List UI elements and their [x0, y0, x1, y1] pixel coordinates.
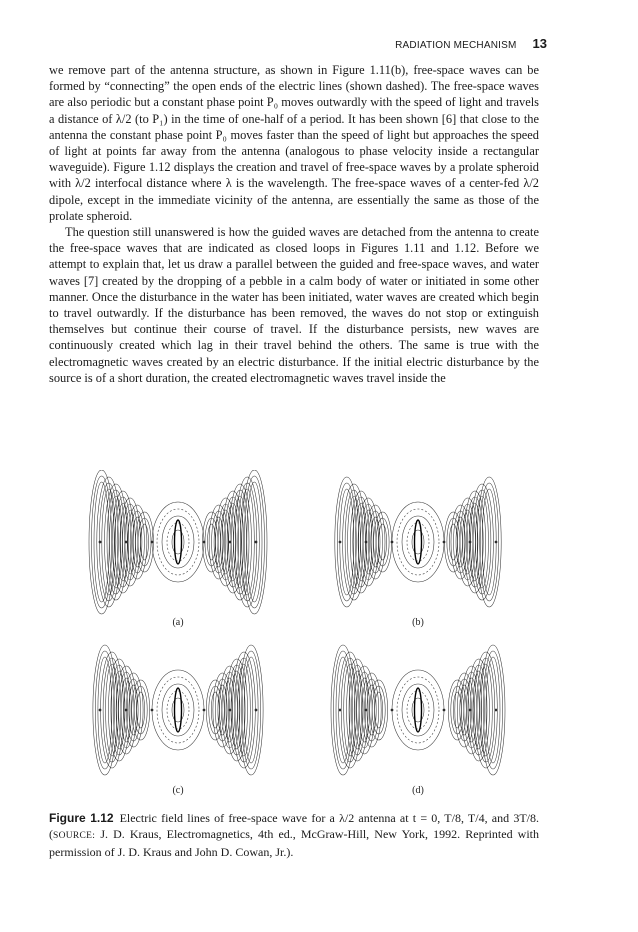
- axis-marker: [443, 541, 445, 543]
- field-loop: [209, 505, 228, 579]
- figure-panel-c: [64, 638, 292, 798]
- field-line-group: [93, 645, 263, 775]
- near-field-line: [407, 691, 429, 729]
- body-text: [49, 62, 539, 386]
- figure-1-12: [64, 470, 534, 800]
- axis-marker: [495, 709, 497, 711]
- field-loop: [451, 505, 470, 579]
- field-loop: [340, 489, 354, 595]
- axis-marker: [495, 541, 497, 543]
- near-field-line: [152, 670, 204, 750]
- field-lines-d: [304, 638, 532, 798]
- panel-label-c: (c): [172, 785, 184, 796]
- field-line-group: [89, 470, 267, 614]
- page-header: [49, 36, 547, 52]
- field-loop: [112, 491, 134, 593]
- axis-marker: [339, 541, 341, 543]
- field-loop: [486, 657, 500, 763]
- near-field-line: [412, 530, 424, 554]
- field-loop: [102, 489, 116, 595]
- axis-marker: [99, 709, 101, 711]
- axis-marker: [391, 709, 393, 711]
- near-field-line: [407, 523, 429, 561]
- axis-marker: [365, 709, 367, 711]
- field-loop: [238, 483, 257, 601]
- field-loop: [454, 511, 468, 573]
- field-loop: [482, 489, 496, 595]
- axis-marker: [443, 709, 445, 711]
- caption-source: J. D. Kraus, Electromagnetics, 4th ed., McGraw-Hill, New York, 1992. Reprinted with permission of J. D. Kraus and John D. Cowan, Jr.).: [49, 827, 539, 859]
- panel-label-a: (a): [172, 617, 184, 628]
- field-lines-c: [64, 638, 292, 798]
- field-loop: [366, 505, 385, 579]
- paragraph-2: The question still unanswered is how the guided waves are detached from the antenna to create the free-space waves that are indicated as closed loops in Figures 1.11 and 1.12. Before we attempt to explain that, let us draw a parallel between the guided and free-space waves, and water waves [7] created by the dropping of a pebble in a calm body of water or initiated in some other manner. Once the disturbance in the water has been initiated, water waves are created which begin to travel outwardly. If the disturbance has been removed, the waves do not stop or extinguish themselves but continue their course of travel. If the disturbance persists, new waves are continuously created which lag in their travel behind the others. The same is true with the electromagnetic waves created by an electric disturbance. If the initial electric disturbance by the source is of a short duration, the created electromagnetic waves travel inside the: [49, 225, 539, 385]
- near-field-line: [152, 502, 204, 582]
- field-loop: [368, 511, 382, 573]
- field-loop: [336, 657, 350, 763]
- axis-marker: [469, 541, 471, 543]
- axis-marker: [125, 541, 127, 543]
- figure-panel-a: [64, 470, 292, 630]
- field-loop: [212, 511, 226, 573]
- antenna-spheroid: [175, 688, 182, 732]
- axis-marker: [99, 541, 101, 543]
- page-number: 13: [532, 36, 547, 51]
- figure-panel-b: [304, 470, 532, 630]
- axis-marker: [203, 541, 205, 543]
- axis-marker: [125, 709, 127, 711]
- figure-panel-d: [304, 638, 532, 798]
- axis-marker: [229, 709, 231, 711]
- antenna-spheroid: [175, 520, 182, 564]
- field-loop: [130, 511, 144, 573]
- axis-marker: [203, 709, 205, 711]
- field-line-group: [331, 645, 505, 775]
- field-loop: [95, 651, 114, 769]
- axis-marker: [469, 709, 471, 711]
- near-field-line: [392, 670, 444, 750]
- field-loop: [334, 651, 353, 769]
- field-loop: [242, 651, 261, 769]
- axis-marker: [255, 709, 257, 711]
- axis-marker: [339, 709, 341, 711]
- field-loop: [215, 679, 229, 741]
- running-head: RADIATION MECHANISM: [395, 40, 517, 51]
- axis-marker: [365, 541, 367, 543]
- caption-number: Figure 1.12: [49, 811, 114, 825]
- near-field-line: [397, 509, 439, 575]
- field-line-group: [335, 477, 501, 607]
- near-field-line: [397, 677, 439, 743]
- antenna-spheroid: [415, 688, 422, 732]
- panel-label-d: (d): [412, 785, 424, 796]
- near-field-line: [157, 509, 199, 575]
- axis-marker: [229, 541, 231, 543]
- near-field-line: [412, 698, 424, 722]
- caption-text: Electric field lines of free-space wave for a λ/2 antenna at t = 0, T/8, T/4, and 3T/8. (: [49, 811, 539, 841]
- near-field-line: [167, 691, 189, 729]
- axis-marker: [151, 709, 153, 711]
- figure-caption: [49, 810, 539, 860]
- near-field-line: [392, 502, 444, 582]
- caption-source-label: SOURCE:: [53, 831, 96, 841]
- field-loop: [126, 679, 140, 741]
- panel-label-b: (b): [412, 617, 424, 628]
- field-loop: [128, 505, 147, 579]
- field-loop: [240, 489, 254, 595]
- antenna-spheroid: [415, 520, 422, 564]
- near-field-line: [157, 677, 199, 743]
- field-lines-a: [64, 470, 292, 630]
- field-loop: [99, 483, 118, 601]
- field-lines-b: [304, 470, 532, 630]
- near-field-line: [167, 523, 189, 561]
- field-loop: [484, 651, 503, 769]
- axis-marker: [391, 541, 393, 543]
- axis-marker: [255, 541, 257, 543]
- axis-marker: [151, 541, 153, 543]
- paragraph-1: we remove part of the antenna structure, as shown in Figure 1.11(b), free-space waves can be formed by “connecting” the open ends of the electric lines (shown dashed). The free-space waves are also periodic but a constant phase point P₀ moves outwardly with the speed of light and travels a distance of λ/2 (to P₁) in the time of one-half of a period. It has been shown [6] that close to the antenna the constant phase point P₀ moves faster than the speed of light but approaches the speed of light at points far away from the antenna (analogous to phase velocity inside a rectangular waveguide). Figure 1.12 displays the creation and travel of free-space waves by a prolate spheroid with λ/2 interfocal distance where λ is the wavelength. The free-space waves of a center-fed λ/2 dipole, except in the immediate vicinity of the antenna, are essentially the same as those of the prolate spheroid.: [49, 63, 539, 223]
